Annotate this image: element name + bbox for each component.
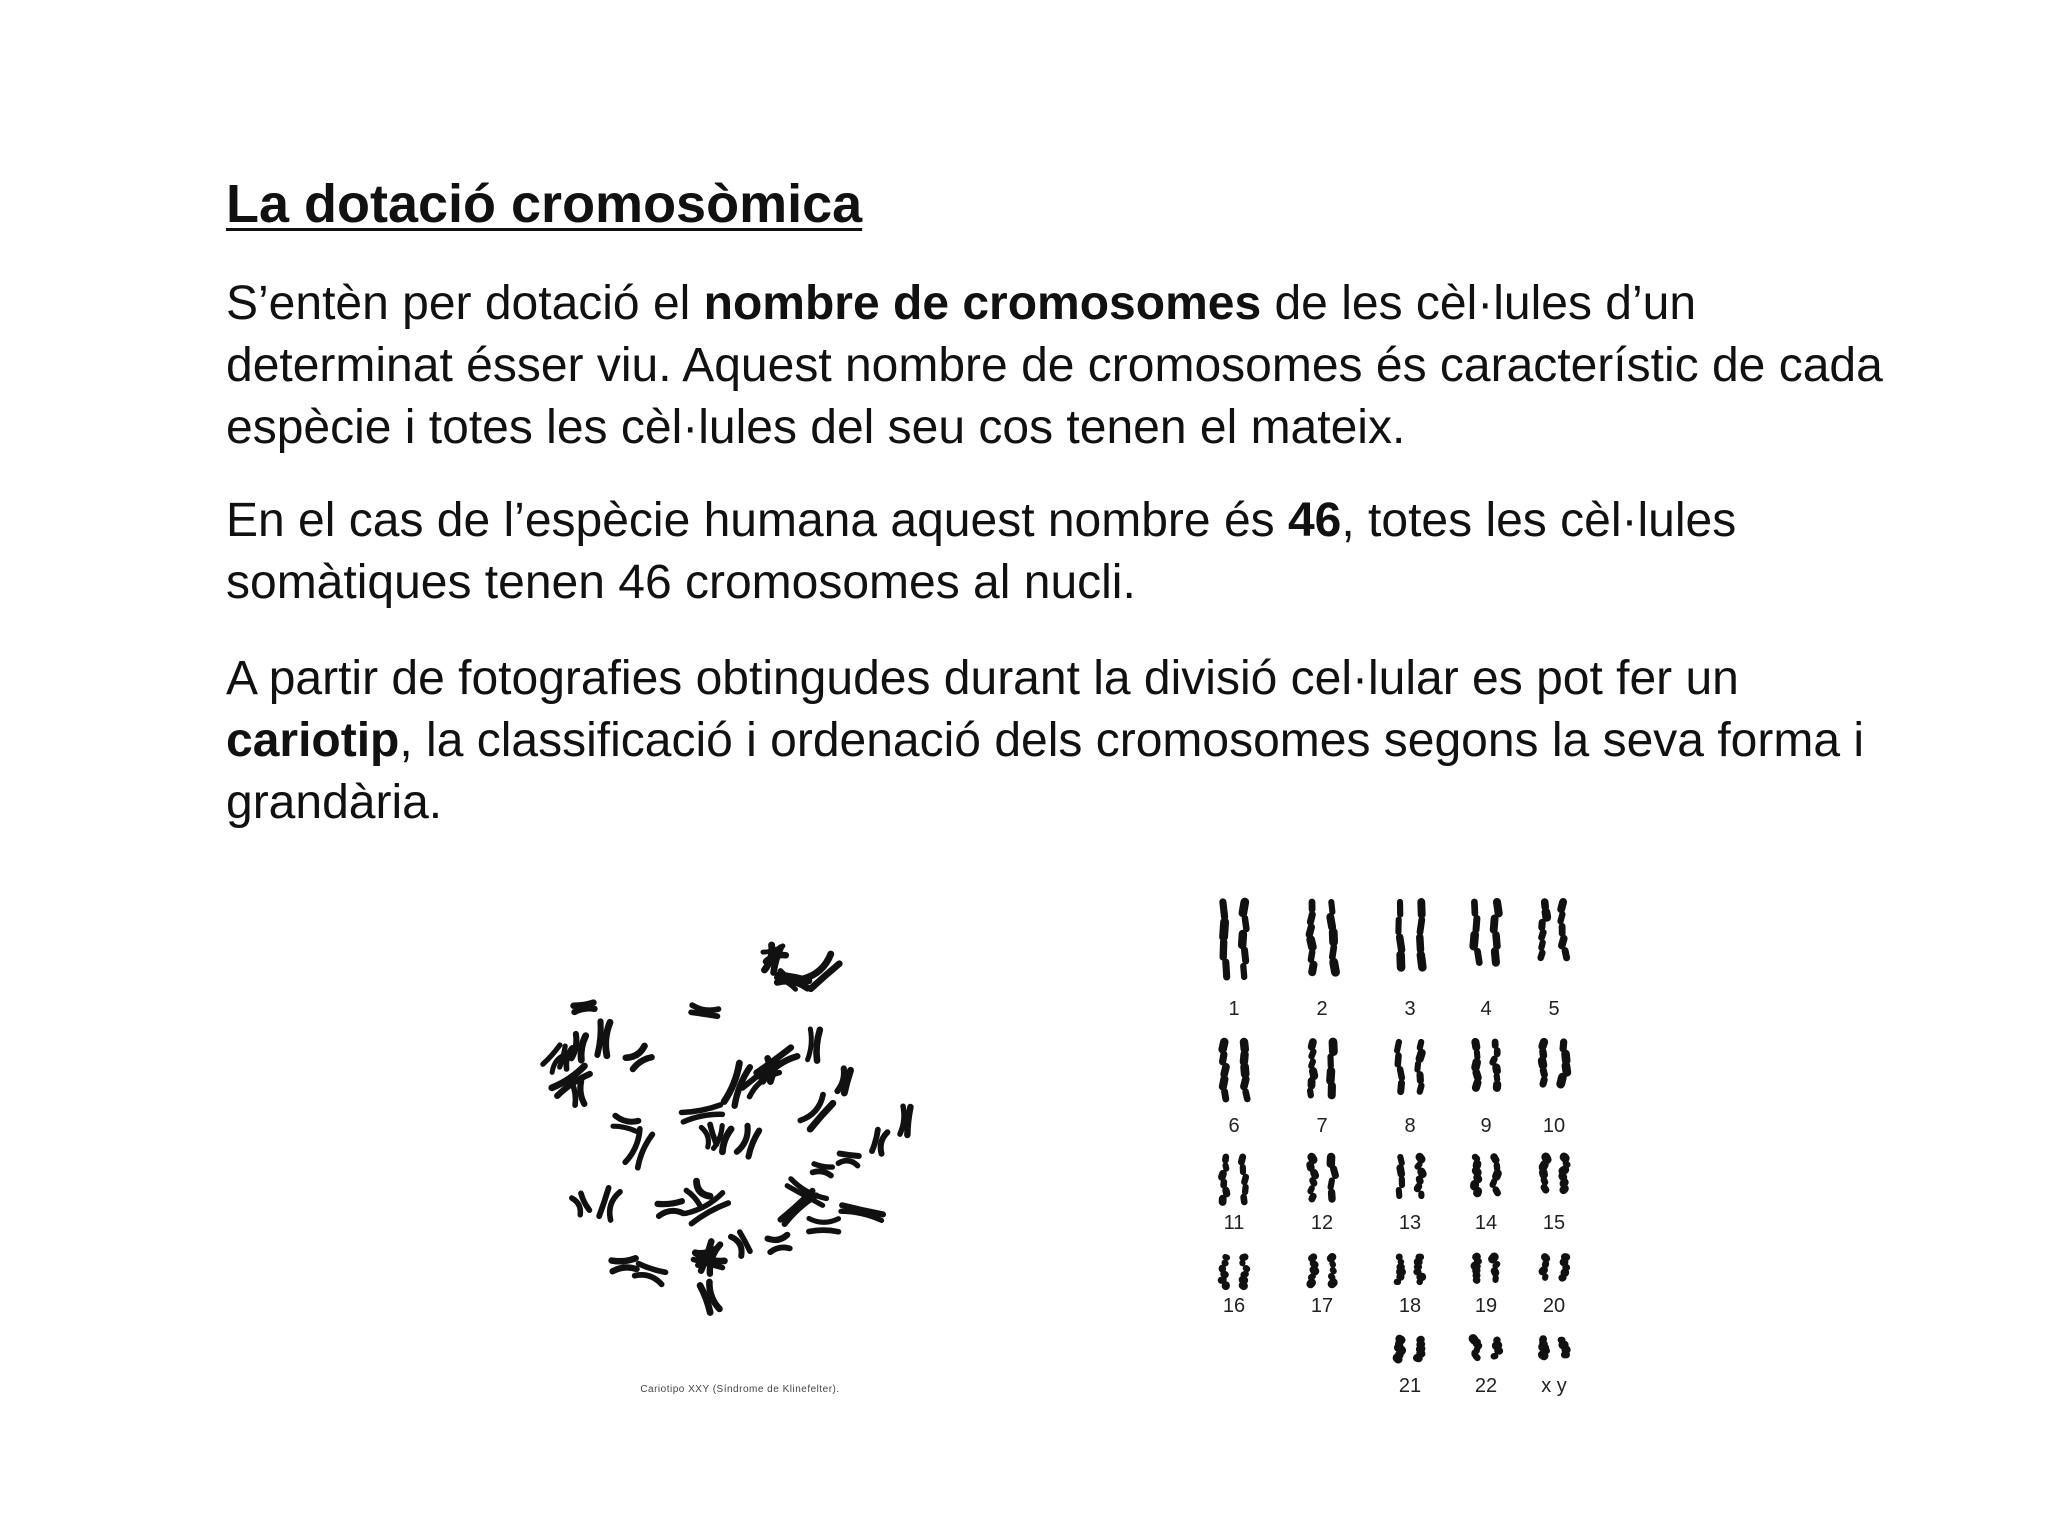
- bold-term: nombre de cromosomes: [703, 277, 1262, 330]
- chromosome-shape: [872, 1130, 887, 1154]
- chromosome-pair: [1310, 1042, 1333, 1095]
- chromosome-pair: [1397, 1042, 1422, 1092]
- chromosome-pair: [1397, 1257, 1422, 1282]
- chromosome-shape: [768, 1235, 790, 1252]
- chromosome-shape: [635, 1264, 666, 1285]
- chromosome-pair: [1543, 1257, 1567, 1278]
- chromosome-shape: [681, 1105, 722, 1122]
- chromosome-shape: [597, 1021, 610, 1055]
- chromosome-pair: [1543, 1339, 1567, 1356]
- karyotype-label: 17: [1310, 1295, 1334, 1317]
- chromosome-pair: [1223, 1042, 1248, 1099]
- karyotype-label: 6: [1228, 1115, 1240, 1137]
- karyotype-label: 13: [1398, 1212, 1422, 1234]
- chromosome-pair: [1398, 902, 1422, 967]
- chromosome-shape: [701, 1125, 716, 1148]
- chromosome-shape: [731, 1232, 750, 1256]
- karyotype-label: x y: [1541, 1375, 1567, 1397]
- paragraph-definition: [226, 273, 1926, 459]
- paragraph-text: , totes les cèl·lules somàtiques tenen 46 cromosomes al nucli.: [226, 494, 1737, 609]
- paragraph-text: S’entèn per dotació el: [226, 277, 704, 330]
- chromosome-pair: [1474, 902, 1499, 963]
- chromosome-shape: [900, 1106, 911, 1135]
- chromosome-pair: [1310, 1157, 1335, 1199]
- chromosome-pair: [1475, 1257, 1497, 1281]
- karyotype-label: 9: [1480, 1115, 1492, 1137]
- chromosome-shape: [612, 1258, 637, 1271]
- chromosome-pair: [1543, 1157, 1567, 1190]
- paragraph-karyotype: [226, 648, 1926, 834]
- chromosome-shape: [841, 1205, 883, 1220]
- karyotype-label: 8: [1404, 1115, 1416, 1137]
- karyotype-label: 2: [1316, 998, 1328, 1020]
- karyotype-label: 12: [1310, 1212, 1334, 1234]
- chromosome-pair: [1222, 1157, 1246, 1202]
- chromosome-shape: [626, 1046, 652, 1069]
- chromosome-pair: [1475, 1042, 1497, 1088]
- karyotype-label: 3: [1404, 998, 1416, 1020]
- paragraph-text: En el cas de l’espècie humana aquest nombre és: [226, 494, 1288, 547]
- bold-term: cariotip: [226, 714, 400, 767]
- karyotype-image: [1190, 880, 1610, 1410]
- karyotype-label: 16: [1222, 1295, 1246, 1317]
- karyotype-label: 14: [1474, 1212, 1498, 1234]
- chromosome-pair: [1474, 1157, 1497, 1193]
- karyotype-label: 11: [1223, 1212, 1245, 1234]
- chromosome-shape: [613, 1116, 638, 1132]
- paragraph-text: de les cèl·lules d’un determinat ésser viu. Aquest nombre de cromosomes és característic de cada espècie i totes les cèl·lules del seu cos tenen el mateix.: [226, 277, 1883, 454]
- paragraph-text: A partir de fotografies obtingudes durant la divisió cel·lular es pot fer un: [226, 652, 1739, 705]
- karyotype-label: 4: [1480, 998, 1492, 1020]
- chromosome-shape: [808, 1029, 820, 1061]
- chromosome-shape: [658, 1201, 684, 1216]
- karyotype-label: 7: [1316, 1115, 1328, 1137]
- chromosome-pair: [1541, 902, 1567, 958]
- chromosome-shape: [686, 1181, 710, 1205]
- karyotype-label: 18: [1398, 1295, 1422, 1317]
- karyotype-label: 1: [1228, 998, 1240, 1020]
- chromosome-shape: [757, 1048, 798, 1082]
- karyotype-label: 21: [1398, 1375, 1422, 1397]
- chromosome-shape: [573, 1003, 594, 1012]
- chromosome-pair: [1223, 902, 1247, 977]
- chromosome-shape: [838, 1154, 858, 1166]
- karyotype-label: 20: [1542, 1295, 1566, 1317]
- chromosome-shape: [813, 1164, 833, 1176]
- chromosome-pair: [1311, 1257, 1334, 1284]
- bold-number: 46: [1287, 494, 1342, 547]
- chromosome-shape: [809, 1218, 839, 1231]
- chromosome-shape: [737, 1126, 759, 1157]
- chromosome-shape: [700, 1282, 719, 1312]
- chromosome-shape: [837, 1068, 850, 1093]
- chromosome-shape: [800, 1095, 833, 1129]
- chromosome-pair: [1542, 1042, 1567, 1084]
- chromosome-shape: [599, 1188, 620, 1220]
- chromosome-pair: [1221, 1257, 1247, 1286]
- chromosome-shape: [625, 1129, 652, 1168]
- karyotype-label: 22: [1474, 1375, 1498, 1397]
- karyotype-label: 5: [1548, 998, 1560, 1020]
- chromosome-shape: [764, 945, 780, 973]
- metaphase-caption: Cariotipo XXY (Síndrome de Klinefelter).: [640, 1384, 840, 1395]
- karyotype-label: 19: [1474, 1295, 1498, 1317]
- karyotype-label: 15: [1542, 1212, 1566, 1234]
- chromosome-pair: [1397, 1339, 1422, 1359]
- karyotype-label: 10: [1542, 1115, 1566, 1137]
- chromosome-shape: [572, 1193, 590, 1214]
- paragraph-text: , la classificació i ordenació dels cromosomes segons la seva forma i grandària.: [226, 714, 1865, 829]
- metaphase-chromosomes-image: [516, 900, 936, 1330]
- chromosome-shape: [691, 1005, 718, 1016]
- paragraph-human-count: [226, 490, 1926, 614]
- chromosome-pair: [1309, 902, 1335, 972]
- slide-title: La dotació cromosòmica: [226, 174, 863, 234]
- chromosome-pair: [1399, 1157, 1423, 1196]
- chromosome-pair: [1473, 1339, 1499, 1358]
